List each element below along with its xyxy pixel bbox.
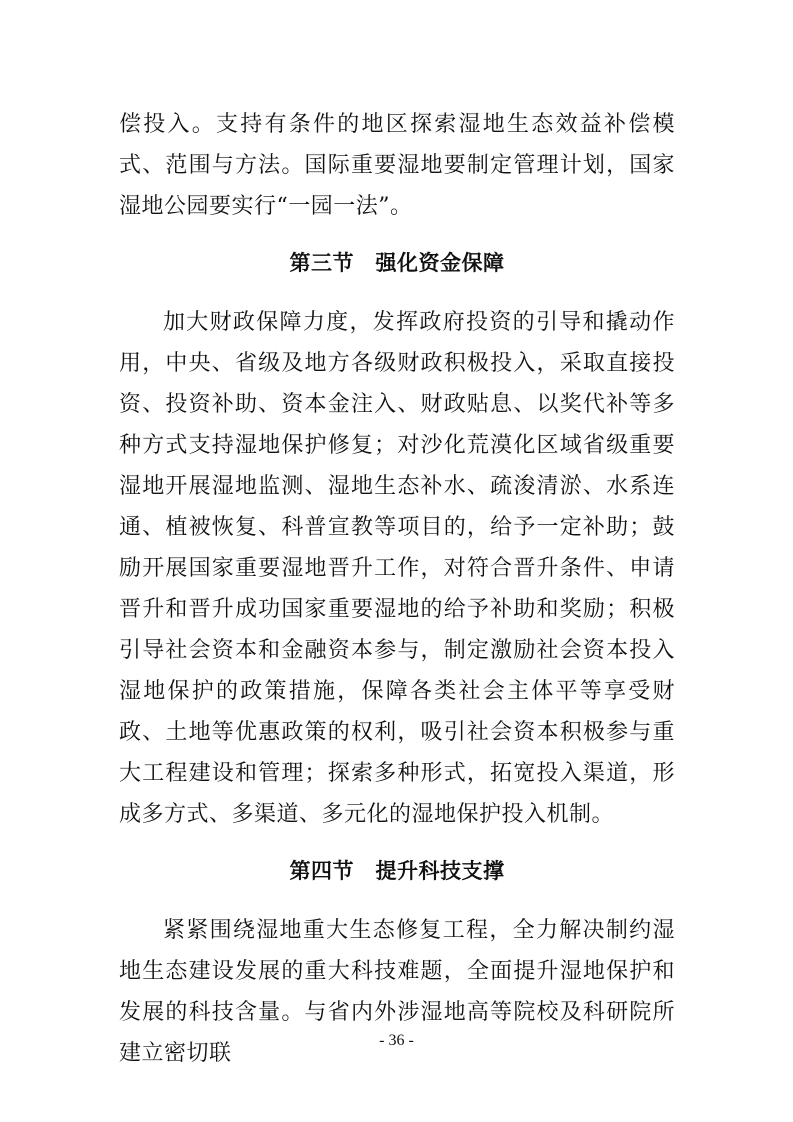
section-heading-3: 第三节 强化资金保障 [289,251,505,275]
spacer [119,835,675,851]
section-4-body: 紧紧围绕湿地重大生态修复工程，全力解决制约湿地生态建设发展的重大科技难题，全面提升湿地保护和发展的科技含量。与省内外涉湿地高等院校及科研院所建立密切联 [119,918,675,1066]
paragraph-continued: 偿投入。支持有条件的地区探索湿地生态效益补偿模式、范围与方法。国际重要湿地要制定管理计划，国家湿地公园要实行“一园一法”。 [119,112,675,219]
document-page [119,104,675,1074]
spacer [119,227,675,243]
page-number: - 36 - [379,1032,414,1049]
spacer [119,892,675,910]
section-heading-4: 第四节 提升科技支撑 [289,859,505,883]
section-3-body: 加大财政保障力度，发挥政府投资的引导和撬动作用，中央、省级及地方各级财政积极投入，采取直接投资、投资补助、资本金注入、财政贴息、以奖代补等多种方式支持湿地保护修复；对沙化荒漠化区域省级重要湿地开展湿地监测、湿地生态补水、疏浚清淤、水系连通、植被恢复、科普宣教等项目的，给予一定补助；鼓励开展国家重要湿地晋升工作，对符合晋升条件、申请晋升和晋升成功国家重要湿地的给予补助和奖励；积极引导社会资本和金融资本参与，制定激励社会资本投入湿地保护的政策措施，保障各类社会主体平等享受财政、土地等优惠政策的权利，吸引社会资本积极参与重大工程建设和管理；探索多种形式，拓宽投入渠道，形成多方式、多渠道、多元化的湿地保护投入机制。 [119,310,675,827]
spacer [119,284,675,302]
